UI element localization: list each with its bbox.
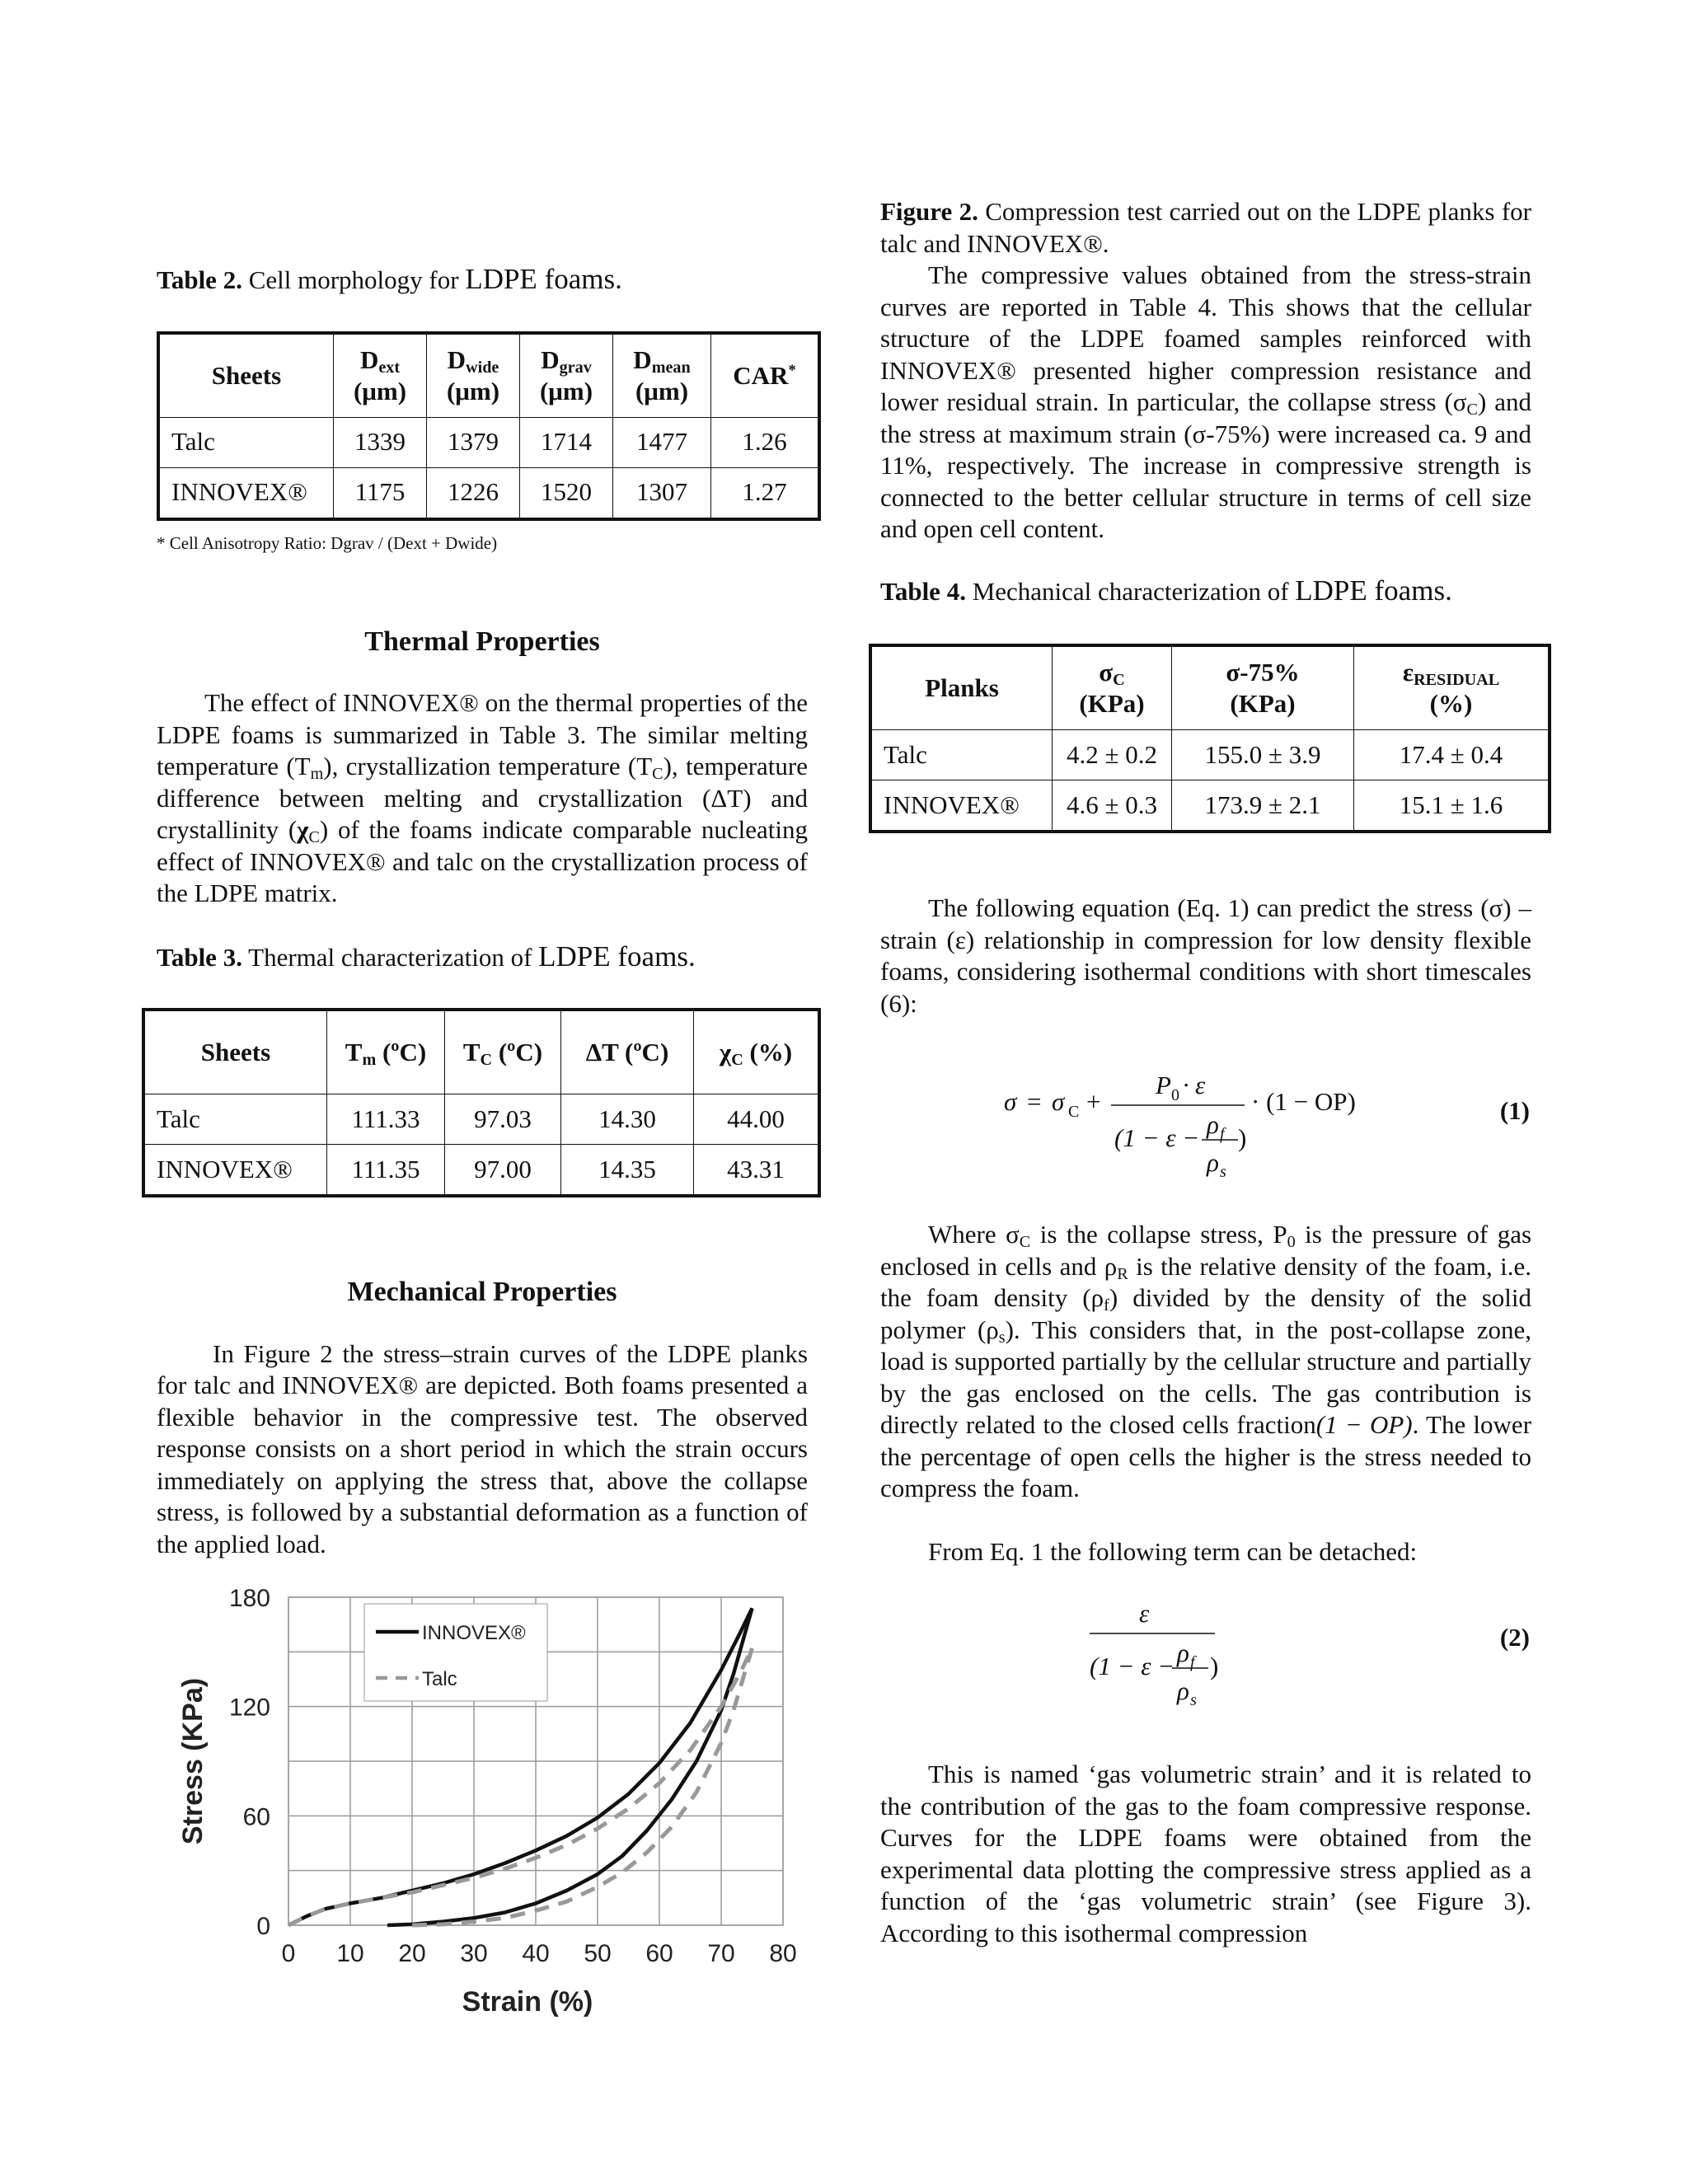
table3-caption-tail: LDPE foams.: [538, 940, 696, 972]
equation-2-number: (2): [1499, 1623, 1530, 1652]
mechanical-paragraph: In Figure 2 the stress–strain curves of the LDPE planks for talc and INNOVEX® are depicted. Both foams presented a flexible behavior in the compressive test. The observed response consists on a short period in which the strain occurs immediately on applying the stress that, above the collapse stress, is followed by a substantial deformation as a function of the applied load.: [157, 1338, 808, 1558]
x-tick-label: 60: [645, 1940, 673, 1967]
table4-cell: 17.4 ± 0.4: [1354, 730, 1550, 780]
x-tick-label: 50: [584, 1940, 612, 1967]
table4-caption-text: Mechanical characterization of: [972, 576, 1289, 606]
table3-cell: 14.30: [561, 1094, 694, 1145]
table4-cell: 173.9 ± 2.1: [1172, 780, 1354, 832]
table2-cell: 1.26: [711, 417, 820, 467]
eq1-rho-s: ρ: [1207, 1148, 1219, 1177]
thermal-heading: Thermal Properties: [364, 626, 600, 657]
eq1-sigma: σ: [1004, 1087, 1017, 1116]
equation-intro-paragraph: The following equation (Eq. 1) can predict the stress (σ) – strain (ε) relationship in compression for low density flexible foams, considering isothermal conditions with short timescales (6):: [880, 893, 1531, 1018]
x-tick-label: 20: [398, 1940, 426, 1967]
table2-cell: INNOVEX®: [158, 467, 334, 519]
eq1-s: s: [1220, 1163, 1226, 1181]
eq2-rho-f: ρ: [1177, 1638, 1189, 1667]
table2-cell: 1379: [427, 417, 520, 467]
table2-header-sheets: Sheets: [158, 333, 334, 418]
table3-header-tm: $T_m$ (ºC): [327, 1010, 445, 1094]
detach-paragraph: From Eq. 1 the following term can be detached:: [928, 1536, 1418, 1566]
eq1-sub-c: C: [1068, 1103, 1080, 1121]
table2-cell: 1307: [613, 467, 711, 519]
table-row: [870, 780, 1550, 832]
table3-cell: 111.35: [327, 1145, 445, 1197]
right-column: [880, 196, 1531, 1949]
figure2-chart: [157, 1581, 808, 2030]
table3-cell: 44.00: [694, 1094, 820, 1145]
equation-2-formula: [1086, 1586, 1284, 1709]
table4-caption: [880, 575, 1531, 608]
table3-cell: 97.00: [445, 1145, 561, 1197]
thermal-paragraph: The effect of INNOVEX® on the thermal properties of the LDPE foams is summarized in Table 3. The similar melting temperature $(T_m)$, crystallization temperature $(T_C)$, temperature difference between melting and crystallization (ΔT) and crystallinity $(\chi_C)$ of the foams indicate comparable nucleating effect of INNOVEX® and talc on the crystallization process of the LDPE matrix.: [157, 688, 808, 907]
table2-header-dmean: $D_{mean}$ (μm): [613, 333, 711, 418]
legend-label: INNOVEX®: [422, 1622, 526, 1644]
table3-header-dt: ΔT (ºC): [561, 1010, 694, 1094]
table-row: [158, 417, 819, 467]
table3-cell: Talc: [143, 1094, 327, 1145]
table2-cell: 1477: [613, 417, 711, 467]
table2-header-dwide: $D_{wide}$ (μm): [427, 333, 520, 418]
table3-header-tc: $T_C$ (ºC): [445, 1010, 561, 1094]
table2-cell: 1714: [520, 417, 613, 467]
eq1-plus: +: [1086, 1087, 1101, 1116]
x-tick-label: 10: [336, 1940, 364, 1967]
y-tick-label: 120: [228, 1694, 270, 1722]
mechanical-heading: Mechanical Properties: [347, 1277, 617, 1307]
table3-header-sheets: Sheets: [143, 1010, 327, 1094]
table3-cell: 97.03: [445, 1094, 561, 1145]
equation-1: [880, 1059, 1531, 1183]
figure2-caption: [880, 196, 1531, 260]
table3: [142, 1008, 821, 1197]
table4-cell: 15.1 ± 1.6: [1354, 780, 1550, 832]
table2-header-car: CAR*: [711, 333, 820, 418]
table4-cell: 4.6 ± 0.3: [1053, 780, 1172, 832]
table-row: [158, 467, 819, 519]
table-row: [143, 1094, 819, 1145]
x-tick-label: 0: [281, 1940, 296, 1967]
table-row: [143, 1145, 819, 1197]
y-tick-label: 60: [242, 1803, 270, 1831]
eq2-rho-s: ρ: [1177, 1676, 1189, 1705]
equation-1-formula: [1004, 1059, 1465, 1183]
table2-caption-tail: LDPE foams.: [465, 263, 622, 295]
table2-caption-text: Cell morphology for: [248, 265, 459, 294]
eq1-dot: ·: [1182, 1071, 1191, 1099]
eq2-eps: ε: [1139, 1599, 1150, 1628]
eq1-zero: 0: [1171, 1086, 1179, 1104]
equation-2: [880, 1586, 1531, 1709]
x-axis-label: Strain (%): [462, 1986, 593, 2018]
table3-cell: 43.31: [694, 1145, 820, 1197]
compressive-paragraph: The compressive values obtained from the stress-strain curves are reported in Table 4. This shows that the cellular structure of the LDPE foamed samples reinforced with INNOVEX® presented higher compression resistance and lower residual strain. In particular, the collapse stress $(\sigma_C)$ and the stress at maximum strain (σ-75%) were increased ca. 9 and 11%, respectively. The increase in compressive strength is connected to the better cellular structure in terms of cell size and open cell content.: [880, 260, 1531, 543]
table4-header-eps: $\varepsilon_{RESIDUAL}$ (%): [1354, 645, 1550, 730]
figure2-caption-text: Compression test carried out on the LDPE planks for talc and INNOVEX®.: [880, 197, 1531, 258]
table4: [869, 644, 1551, 833]
table4-cell: 155.0 ± 3.9: [1172, 730, 1354, 780]
table3-header-chi: $\chi_C$ (%): [694, 1010, 820, 1094]
y-tick-label: 180: [228, 1585, 270, 1612]
eq1-denominator: (1 − ε −: [1114, 1123, 1200, 1152]
table2-footnote: * Cell Anisotropy Ratio: Dgrav / (Dext + Dwide): [157, 532, 498, 553]
gas-paragraph: This is named ‘gas volumetric strain’ and it is related to the contribution of the gas to the foam compressive response. Curves for the LDPE foams were obtained from the experimental data plotting the compressive stress applied as a function of the ‘gas volumetric strain’ (see Figure 3). According to this isothermal compression: [880, 1760, 1531, 1947]
figure2-caption-label: Figure 2.: [880, 197, 978, 226]
table2-cell: 1520: [520, 467, 613, 519]
table2-header-row: [158, 333, 819, 418]
eq1-equals: =: [1027, 1087, 1042, 1116]
eq2-close: ): [1210, 1652, 1219, 1680]
eq2-denominator: (1 − ε −: [1090, 1652, 1175, 1680]
y-tick-label: 0: [256, 1913, 270, 1940]
table4-caption-tail: LDPE foams.: [1295, 574, 1452, 607]
table4-caption-label: Table 4.: [880, 576, 966, 606]
table4-header-planks: Planks: [870, 645, 1053, 730]
eq1-sigma-c: σ: [1052, 1087, 1065, 1116]
table4-cell: INNOVEX®: [870, 780, 1053, 832]
table3-header-row: [143, 1010, 819, 1094]
table3-caption-text: Thermal characterization of: [248, 942, 532, 972]
table2-cell: Talc: [158, 417, 334, 467]
table4-header-row: [870, 645, 1550, 730]
table2-header-dext: $D_{ext}$ (μm): [334, 333, 427, 418]
table2-cell: 1175: [334, 467, 427, 519]
eq1-f: f: [1220, 1125, 1225, 1143]
table4-header-sigma-c: $\sigma_C$ (KPa): [1053, 645, 1172, 730]
table3-caption-label: Table 3.: [157, 942, 242, 972]
table3-cell: 111.33: [327, 1094, 445, 1145]
table-row: [870, 730, 1550, 780]
table2-cell: 1226: [427, 467, 520, 519]
table3-cell: 14.35: [561, 1145, 694, 1197]
legend-label: Talc: [422, 1668, 457, 1690]
table3-caption: [157, 941, 808, 974]
table2-cell: 1.27: [711, 467, 820, 519]
table4-cell: Talc: [870, 730, 1053, 780]
eq1-p0: P: [1156, 1071, 1171, 1099]
eq1-rho-f: ρ: [1207, 1110, 1219, 1139]
equation-1-number: (1): [1499, 1096, 1530, 1125]
table2: [157, 331, 821, 521]
x-tick-label: 70: [707, 1940, 735, 1967]
y-axis-label: Stress (KPa): [177, 1677, 209, 1845]
x-tick-label: 30: [460, 1940, 488, 1967]
table2-header-dgrav: $D_{grav}$ (μm): [520, 333, 613, 418]
stress-strain-chart: [157, 1581, 808, 2026]
eq1-close: ): [1238, 1123, 1247, 1152]
eq1-op: · (1 − OP): [1251, 1087, 1356, 1116]
left-column: [157, 247, 808, 1560]
table4-header-sigma75: σ-75% (KPa): [1172, 645, 1354, 730]
eq1-eps: ε: [1195, 1071, 1206, 1099]
table4-cell: 4.2 ± 0.2: [1053, 730, 1172, 780]
eq2-s: s: [1190, 1691, 1197, 1709]
where-paragraph: Where $\sigma_C$ is the collapse stress, $P_0$ is the pressure of gas enclosed in cells and $\rho_R$ is the relative density of the foam, i.e. the foam density $(\rho_f)$ divided by the density of the solid polymer $(\rho_s)$. This considers that, in the post-collapse zone, load is supported partially by the cellular structure and partially by the gas enclosed on the cells. The gas contribution is directly related to the closed cells fraction(1 − OP). The lower the percentage of open cells the higher is the stress needed to compress the foam.: [880, 1220, 1532, 1502]
table2-cell: 1339: [334, 417, 427, 467]
eq2-f: f: [1190, 1653, 1195, 1671]
x-tick-label: 40: [522, 1940, 550, 1967]
x-tick-label: 80: [769, 1940, 797, 1967]
table2-caption: [157, 264, 808, 297]
table2-caption-label: Table 2.: [157, 265, 242, 294]
table3-cell: INNOVEX®: [143, 1145, 327, 1197]
